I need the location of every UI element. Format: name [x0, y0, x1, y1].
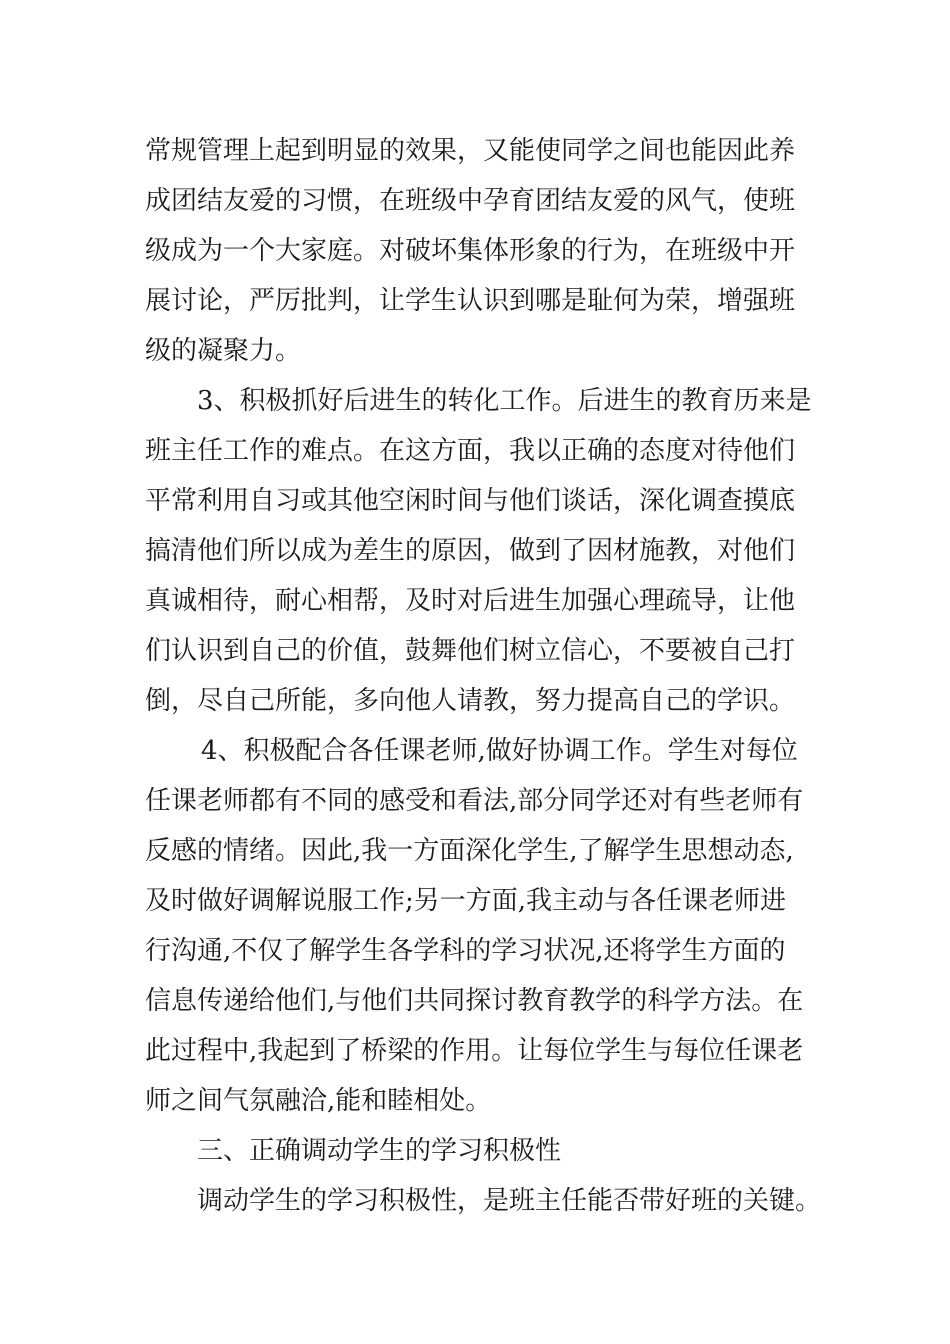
text-line: 信息传递给他们,与他们共同探讨教育教学的科学方法。在	[145, 986, 804, 1016]
text-line: 班主任工作的难点。在这方面，我以正确的态度对待他们	[145, 436, 796, 466]
text-line: 及时做好调解说服工作;另一方面,我主动与各任课老师进	[145, 886, 787, 916]
paragraph-start-line: 4、积极配合各任课老师,做好协调工作。学生对每位	[201, 736, 798, 766]
text-line: 此过程中,我起到了桥梁的作用。让每位学生与每位任课老	[145, 1036, 804, 1066]
text-line: 级的凝聚力。	[145, 336, 302, 366]
text-line: 常规管理上起到明显的效果，又能使同学之间也能因此养	[145, 136, 796, 166]
paragraph-start-line: 调动学生的学习积极性，是班主任能否带好班的关键。	[197, 1186, 822, 1216]
text-line: 行沟通,不仅了解学生各学科的学习状况,还将学生方面的	[145, 936, 786, 966]
text-line: 平常利用自习或其他空闲时间与他们谈话，深化调查摸底	[145, 486, 796, 516]
text-line: 级成为一个大家庭。对破坏集体形象的行为，在班级中开	[145, 236, 796, 266]
text-line: 们认识到自己的价值，鼓舞他们树立信心，不要被自己打	[145, 636, 796, 666]
text-line: 成团结友爱的习惯，在班级中孕育团结友爱的风气，使班	[145, 186, 796, 216]
text-line: 反感的情绪。因此,我一方面深化学生,了解学生思想动态,	[145, 836, 794, 866]
text-line: 搞清他们所以成为差生的原因，做到了因材施教，对他们	[145, 536, 796, 566]
section-heading: 三、正确调动学生的学习积极性	[197, 1136, 562, 1166]
body-text	[145, 126, 822, 1226]
text-line: 真诚相待，耐心相帮，及时对后进生加强心理疏导，让他	[145, 586, 796, 616]
text-line: 倒，尽自己所能，多向他人请教，努力提高自己的学识。	[145, 686, 796, 716]
text-line: 师之间气氛融洽,能和睦相处。	[145, 1086, 492, 1116]
text-line: 展讨论，严厉批判，让学生认识到哪是耻何为荣，增强班	[145, 286, 796, 316]
text-line: 任课老师都有不同的感受和看法,部分同学还对有些老师有	[145, 786, 804, 816]
paragraph-start-line: 3、积极抓好后进生的转化工作。后进生的教育历来是	[197, 386, 812, 416]
